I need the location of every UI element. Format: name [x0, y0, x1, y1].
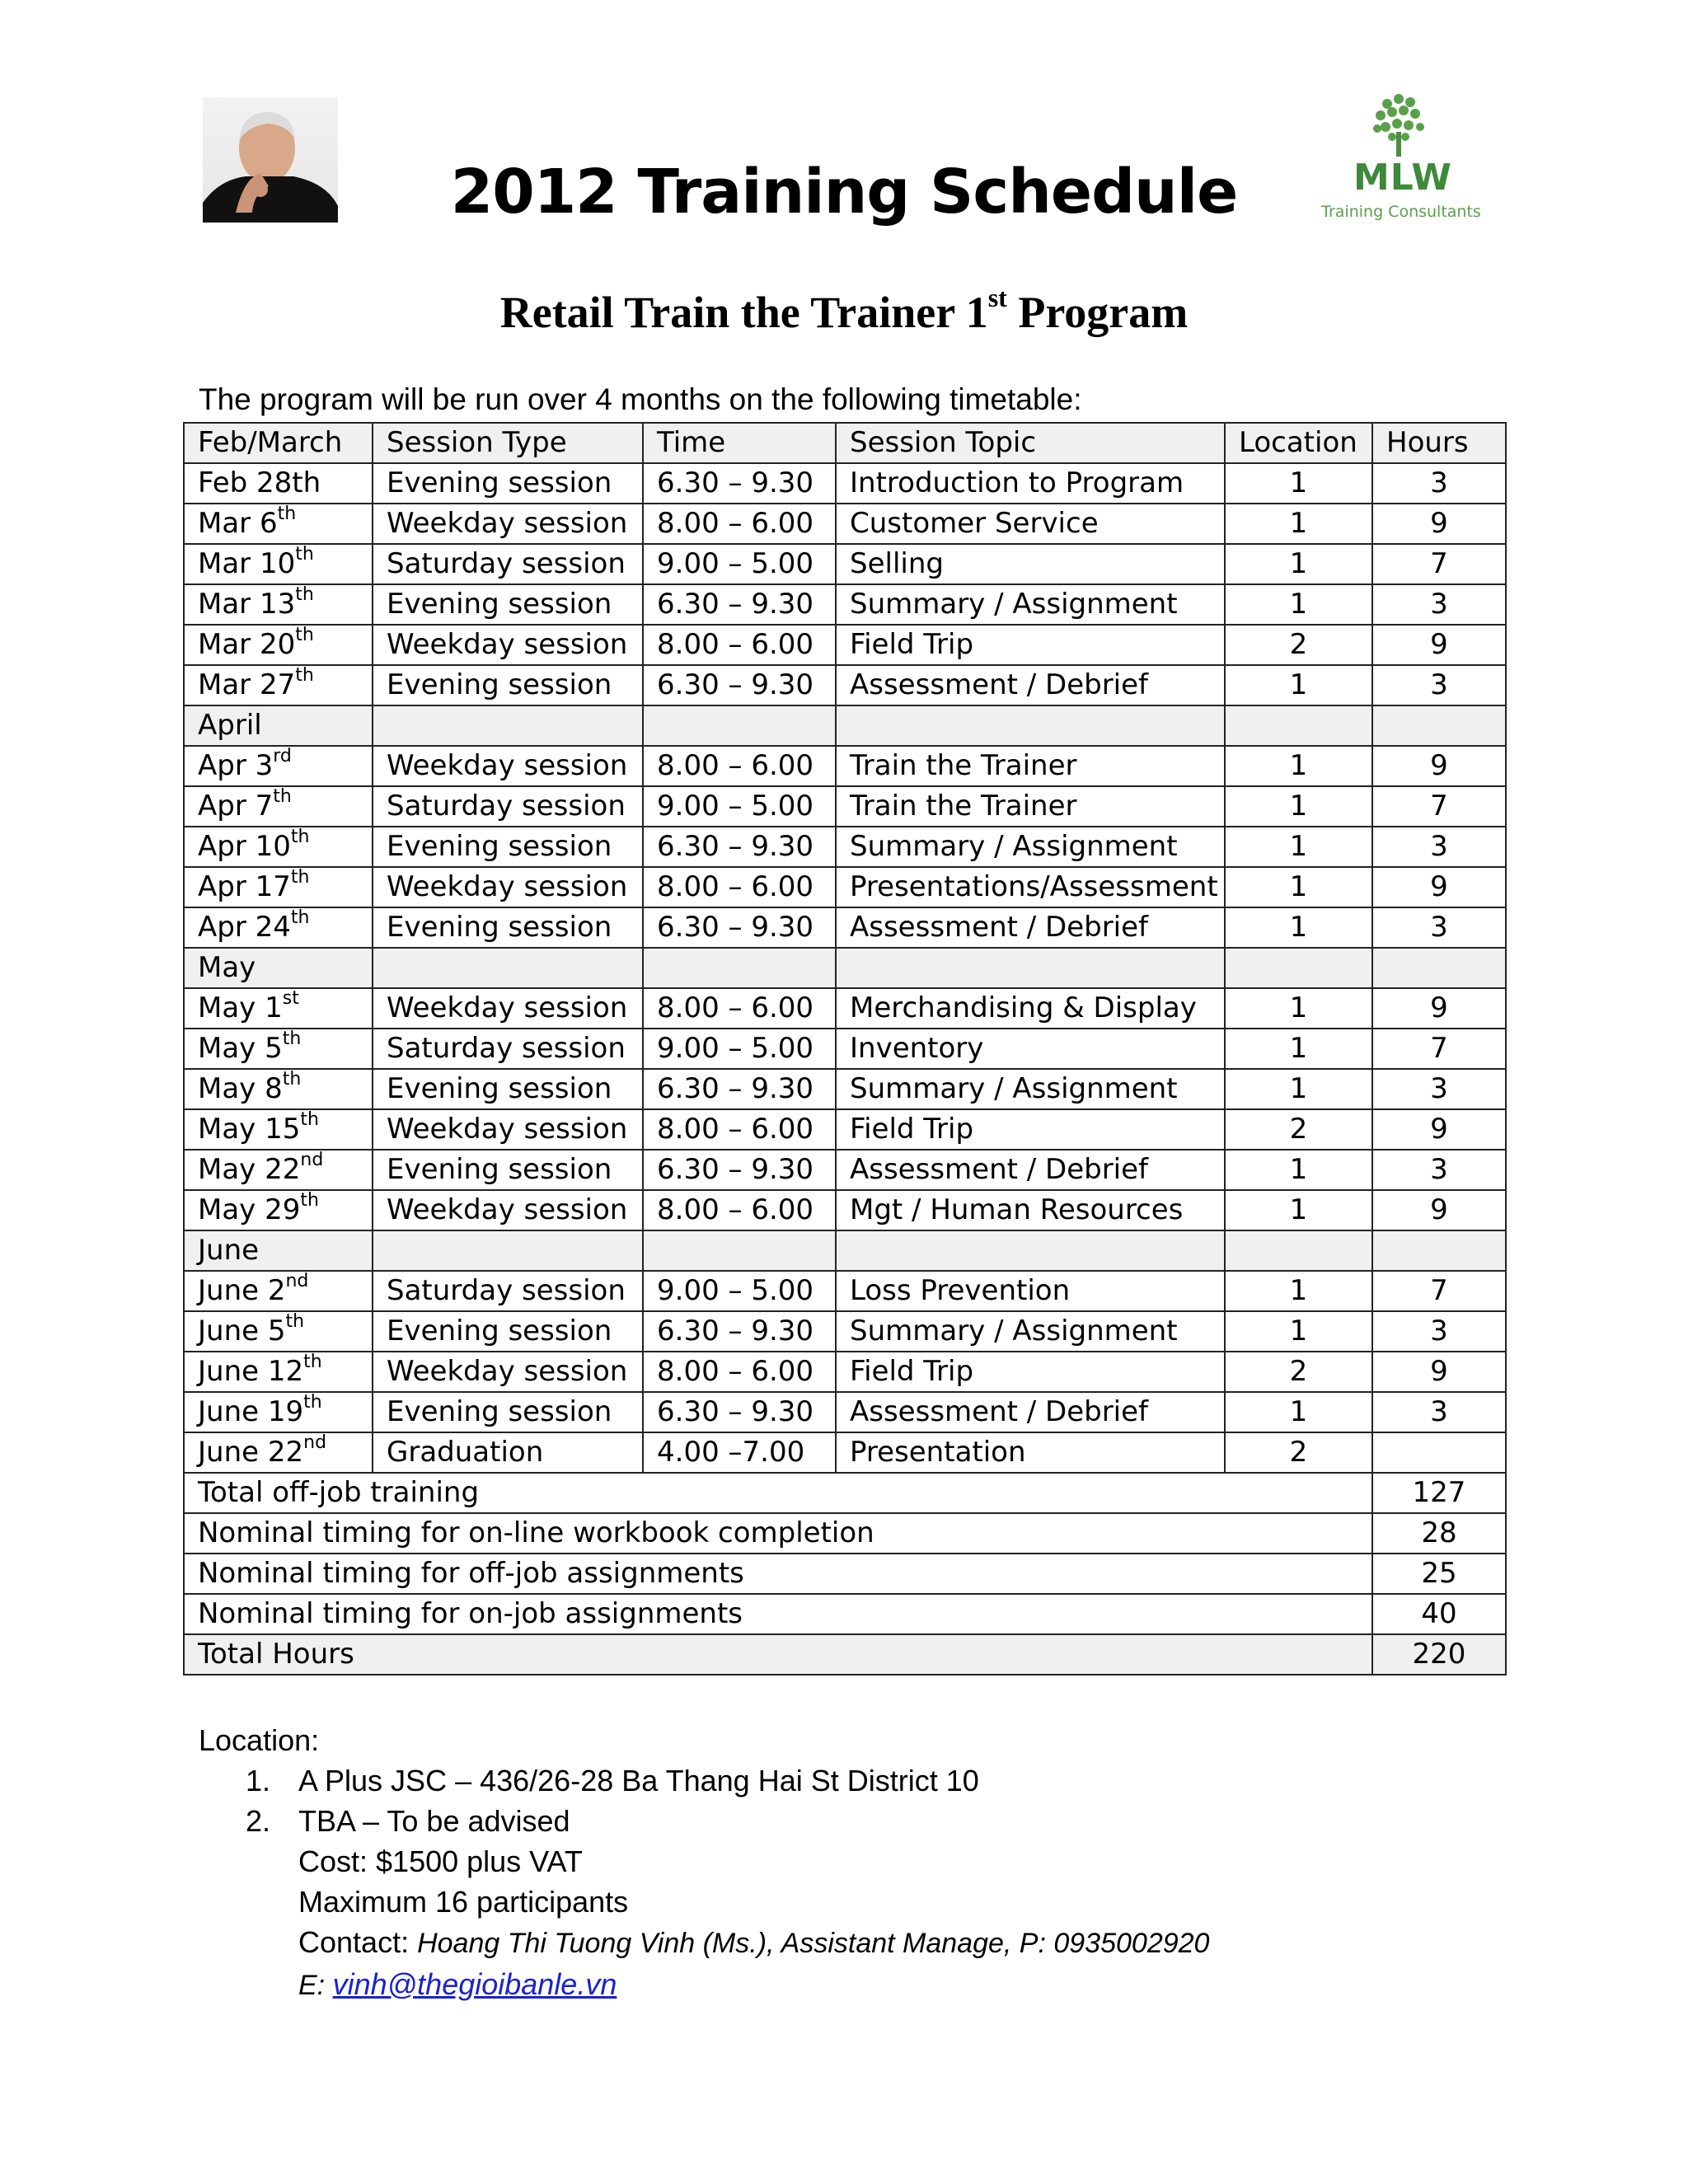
- session-type: Evening session: [373, 665, 643, 705]
- session-hours: 3: [1372, 1311, 1506, 1352]
- session-hours: 3: [1372, 463, 1506, 504]
- max-participants-text: Maximum 16 participants: [298, 1885, 629, 1919]
- empty-cell: [1372, 705, 1506, 746]
- session-hours: 3: [1372, 1150, 1506, 1190]
- total-row: [184, 1634, 1506, 1675]
- session-date: May 29th: [184, 1190, 373, 1230]
- empty-cell: [373, 948, 643, 988]
- total-label: Nominal timing for on-job assignments: [184, 1594, 1372, 1634]
- session-location: 1: [1225, 867, 1372, 907]
- session-time: 6.30 – 9.30: [643, 463, 836, 504]
- session-topic: Field Trip: [836, 625, 1225, 665]
- session-location: 1: [1225, 544, 1372, 584]
- session-date: Mar 6th: [184, 504, 373, 544]
- empty-cell: [1225, 1230, 1372, 1271]
- location-item: 2. TBA – To be advised: [246, 1804, 570, 1838]
- session-date: May 22nd: [184, 1150, 373, 1190]
- table-header-row: [184, 423, 1506, 463]
- session-topic: Presentation: [836, 1432, 1225, 1473]
- location-item: 1. A Plus JSC – 436/26-28 Ba Thang Hai St District 10: [246, 1764, 979, 1797]
- session-topic: Field Trip: [836, 1109, 1225, 1150]
- session-topic: Summary / Assignment: [836, 584, 1225, 625]
- empty-cell: [836, 705, 1225, 746]
- session-type: Evening session: [373, 1069, 643, 1109]
- session-time: 8.00 – 6.00: [643, 1190, 836, 1230]
- table-row: [184, 463, 1506, 504]
- session-topic: Inventory: [836, 1029, 1225, 1069]
- session-topic: Selling: [836, 544, 1225, 584]
- session-type: Evening session: [373, 463, 643, 504]
- session-hours: 9: [1372, 1352, 1506, 1392]
- session-date: May 8th: [184, 1069, 373, 1109]
- session-topic: Introduction to Program: [836, 463, 1225, 504]
- session-hours: 9: [1372, 504, 1506, 544]
- session-type: Weekday session: [373, 867, 643, 907]
- month-row: [184, 1230, 1506, 1271]
- session-location: 2: [1225, 1352, 1372, 1392]
- total-value: 127: [1372, 1473, 1506, 1513]
- empty-cell: [373, 1230, 643, 1271]
- session-time: 6.30 – 9.30: [643, 1150, 836, 1190]
- session-date: Apr 17th: [184, 867, 373, 907]
- month-label: May: [184, 948, 373, 988]
- session-date: June 22nd: [184, 1432, 373, 1473]
- month-label: April: [184, 705, 373, 746]
- column-header: Hours: [1372, 423, 1506, 463]
- empty-cell: [1372, 1230, 1506, 1271]
- column-header: Session Type: [373, 423, 643, 463]
- table-row: [184, 988, 1506, 1029]
- empty-cell: [1372, 948, 1506, 988]
- empty-cell: [643, 1230, 836, 1271]
- session-hours: 3: [1372, 665, 1506, 705]
- session-location: 1: [1225, 1392, 1372, 1432]
- session-date: June 12th: [184, 1352, 373, 1392]
- table-row: [184, 1352, 1506, 1392]
- session-location: 1: [1225, 1069, 1372, 1109]
- session-type: Weekday session: [373, 746, 643, 786]
- session-time: 6.30 – 9.30: [643, 1311, 836, 1352]
- session-hours: 9: [1372, 625, 1506, 665]
- total-row: [184, 1473, 1506, 1513]
- session-location: 1: [1225, 1029, 1372, 1069]
- logo-subtitle: Training Consultants: [1321, 203, 1481, 221]
- location-heading: Location:: [199, 1723, 320, 1757]
- session-location: 1: [1225, 746, 1372, 786]
- table-row: [184, 1311, 1506, 1352]
- table-row: [184, 1109, 1506, 1150]
- session-type: Weekday session: [373, 1352, 643, 1392]
- month-row: [184, 705, 1506, 746]
- table-row: [184, 584, 1506, 625]
- session-location: 1: [1225, 665, 1372, 705]
- session-type: Weekday session: [373, 1190, 643, 1230]
- session-date: May 15th: [184, 1109, 373, 1150]
- table-row: [184, 1029, 1506, 1069]
- total-label: Total Hours: [184, 1634, 1372, 1675]
- total-label: Total off-job training: [184, 1473, 1372, 1513]
- empty-cell: [373, 705, 643, 746]
- total-value: 25: [1372, 1554, 1506, 1594]
- session-location: 2: [1225, 625, 1372, 665]
- session-date: May 5th: [184, 1029, 373, 1069]
- empty-cell: [1225, 948, 1372, 988]
- session-type: Saturday session: [373, 1271, 643, 1311]
- session-time: 6.30 – 9.30: [643, 1069, 836, 1109]
- month-row: [184, 948, 1506, 988]
- session-topic: Field Trip: [836, 1352, 1225, 1392]
- table-row: [184, 1069, 1506, 1109]
- session-date: Apr 3rd: [184, 746, 373, 786]
- column-header: Session Topic: [836, 423, 1225, 463]
- session-topic: Presentations/Assessment: [836, 867, 1225, 907]
- session-time: 9.00 – 5.00: [643, 786, 836, 827]
- month-label: June: [184, 1230, 373, 1271]
- table-row: [184, 504, 1506, 544]
- session-date: Apr 7th: [184, 786, 373, 827]
- total-value: 220: [1372, 1634, 1506, 1675]
- empty-cell: [643, 705, 836, 746]
- table-row: [184, 544, 1506, 584]
- session-topic: Assessment / Debrief: [836, 907, 1225, 948]
- session-date: May 1st: [184, 988, 373, 1029]
- session-hours: 9: [1372, 1190, 1506, 1230]
- table-row: [184, 1392, 1506, 1432]
- session-date: Feb 28th: [184, 463, 373, 504]
- session-time: 8.00 – 6.00: [643, 1109, 836, 1150]
- session-hours: 9: [1372, 746, 1506, 786]
- session-date: June 19th: [184, 1392, 373, 1432]
- session-topic: Loss Prevention: [836, 1271, 1225, 1311]
- session-location: 1: [1225, 463, 1372, 504]
- session-hours: 9: [1372, 1109, 1506, 1150]
- session-time: 8.00 – 6.00: [643, 1352, 836, 1392]
- session-type: Weekday session: [373, 625, 643, 665]
- session-location: 1: [1225, 907, 1372, 948]
- session-type: Weekday session: [373, 1109, 643, 1150]
- session-hours: [1372, 1432, 1506, 1473]
- session-topic: Mgt / Human Resources: [836, 1190, 1225, 1230]
- session-location: 2: [1225, 1432, 1372, 1473]
- table-row: [184, 867, 1506, 907]
- session-hours: 7: [1372, 786, 1506, 827]
- session-topic: Customer Service: [836, 504, 1225, 544]
- empty-cell: [643, 948, 836, 988]
- session-date: Mar 27th: [184, 665, 373, 705]
- session-date: June 5th: [184, 1311, 373, 1352]
- session-location: 1: [1225, 1150, 1372, 1190]
- session-time: 9.00 – 5.00: [643, 1029, 836, 1069]
- total-value: 28: [1372, 1513, 1506, 1554]
- session-type: Evening session: [373, 907, 643, 948]
- session-time: 6.30 – 9.30: [643, 907, 836, 948]
- empty-cell: [836, 948, 1225, 988]
- intro-text: The program will be run over 4 months on the following timetable:: [199, 382, 1082, 416]
- table-row: [184, 827, 1506, 867]
- session-location: 1: [1225, 827, 1372, 867]
- session-location: 1: [1225, 1190, 1372, 1230]
- table-row: [184, 1150, 1506, 1190]
- total-value: 40: [1372, 1594, 1506, 1634]
- table-row: [184, 786, 1506, 827]
- page-title: 2012 Training Schedule: [450, 157, 1238, 227]
- session-time: 6.30 – 9.30: [643, 1392, 836, 1432]
- session-topic: Assessment / Debrief: [836, 1392, 1225, 1432]
- total-row: [184, 1554, 1506, 1594]
- session-hours: 9: [1372, 867, 1506, 907]
- session-date: Mar 10th: [184, 544, 373, 584]
- contact-line: Contact: Hoang Thi Tuong Vinh (Ms.), Assistant Manage, P: 0935002920: [298, 1925, 1210, 1959]
- session-hours: 3: [1372, 1069, 1506, 1109]
- email-link[interactable]: vinh@thegioibanle.vn: [332, 1967, 617, 2001]
- session-hours: 7: [1372, 1029, 1506, 1069]
- session-hours: 3: [1372, 584, 1506, 625]
- column-header: Feb/March: [184, 423, 373, 463]
- column-header: Location: [1225, 423, 1372, 463]
- session-type: Saturday session: [373, 786, 643, 827]
- table-row: [184, 625, 1506, 665]
- session-topic: Train the Trainer: [836, 786, 1225, 827]
- session-time: 6.30 – 9.30: [643, 827, 836, 867]
- session-topic: Merchandising & Display: [836, 988, 1225, 1029]
- session-topic: Assessment / Debrief: [836, 665, 1225, 705]
- session-time: 6.30 – 9.30: [643, 584, 836, 625]
- session-date: Apr 10th: [184, 827, 373, 867]
- session-location: 2: [1225, 1109, 1372, 1150]
- session-time: 8.00 – 6.00: [643, 625, 836, 665]
- table-row: [184, 746, 1506, 786]
- program-details: [298, 1841, 1209, 2006]
- table-row: [184, 1432, 1506, 1473]
- session-hours: 3: [1372, 907, 1506, 948]
- session-location: 1: [1225, 1271, 1372, 1311]
- session-topic: Summary / Assignment: [836, 1069, 1225, 1109]
- session-time: 8.00 – 6.00: [643, 746, 836, 786]
- session-hours: 7: [1372, 1271, 1506, 1311]
- session-time: 9.00 – 5.00: [643, 544, 836, 584]
- session-type: Evening session: [373, 827, 643, 867]
- session-location: 1: [1225, 786, 1372, 827]
- session-type: Evening session: [373, 1150, 643, 1190]
- session-location: 1: [1225, 584, 1372, 625]
- session-time: 6.30 – 9.30: [643, 665, 836, 705]
- table-row: [184, 907, 1506, 948]
- logo-wordmark: MLW: [1353, 157, 1452, 199]
- email-line: E: vinh@thegioibanle.vn: [298, 1967, 617, 2001]
- total-row: [184, 1594, 1506, 1634]
- location-list: [246, 1760, 979, 1841]
- session-topic: Assessment / Debrief: [836, 1150, 1225, 1190]
- session-time: 8.00 – 6.00: [643, 504, 836, 544]
- session-location: 1: [1225, 1311, 1372, 1352]
- total-row: [184, 1513, 1506, 1554]
- session-type: Saturday session: [373, 1029, 643, 1069]
- session-type: Evening session: [373, 1392, 643, 1432]
- schedule-table: [183, 422, 1507, 1675]
- session-hours: 7: [1372, 544, 1506, 584]
- total-label: Nominal timing for on-line workbook completion: [184, 1513, 1372, 1554]
- program-subtitle: Retail Train the Trainer 1st Program: [499, 283, 1189, 337]
- session-date: June 2nd: [184, 1271, 373, 1311]
- table-row: [184, 665, 1506, 705]
- session-topic: Summary / Assignment: [836, 1311, 1225, 1352]
- session-type: Evening session: [373, 584, 643, 625]
- total-label: Nominal timing for off-job assignments: [184, 1554, 1372, 1594]
- session-date: Mar 20th: [184, 625, 373, 665]
- session-time: 8.00 – 6.00: [643, 988, 836, 1029]
- column-header: Time: [643, 423, 836, 463]
- session-type: Weekday session: [373, 504, 643, 544]
- session-date: Mar 13th: [184, 584, 373, 625]
- empty-cell: [1225, 705, 1372, 746]
- session-time: 9.00 – 5.00: [643, 1271, 836, 1311]
- session-type: Weekday session: [373, 988, 643, 1029]
- table-row: [184, 1190, 1506, 1230]
- session-date: Apr 24th: [184, 907, 373, 948]
- session-topic: Train the Trainer: [836, 746, 1225, 786]
- session-location: 1: [1225, 988, 1372, 1029]
- session-hours: 9: [1372, 988, 1506, 1029]
- empty-cell: [836, 1230, 1225, 1271]
- session-type: Saturday session: [373, 544, 643, 584]
- session-hours: 3: [1372, 827, 1506, 867]
- session-topic: Summary / Assignment: [836, 827, 1225, 867]
- session-type: Evening session: [373, 1311, 643, 1352]
- session-type: Graduation: [373, 1432, 643, 1473]
- session-location: 1: [1225, 504, 1372, 544]
- session-time: 8.00 – 6.00: [643, 867, 836, 907]
- session-hours: 3: [1372, 1392, 1506, 1432]
- cost-text: Cost: $1500 plus VAT: [298, 1844, 583, 1878]
- session-time: 4.00 –7.00: [643, 1432, 836, 1473]
- table-row: [184, 1271, 1506, 1311]
